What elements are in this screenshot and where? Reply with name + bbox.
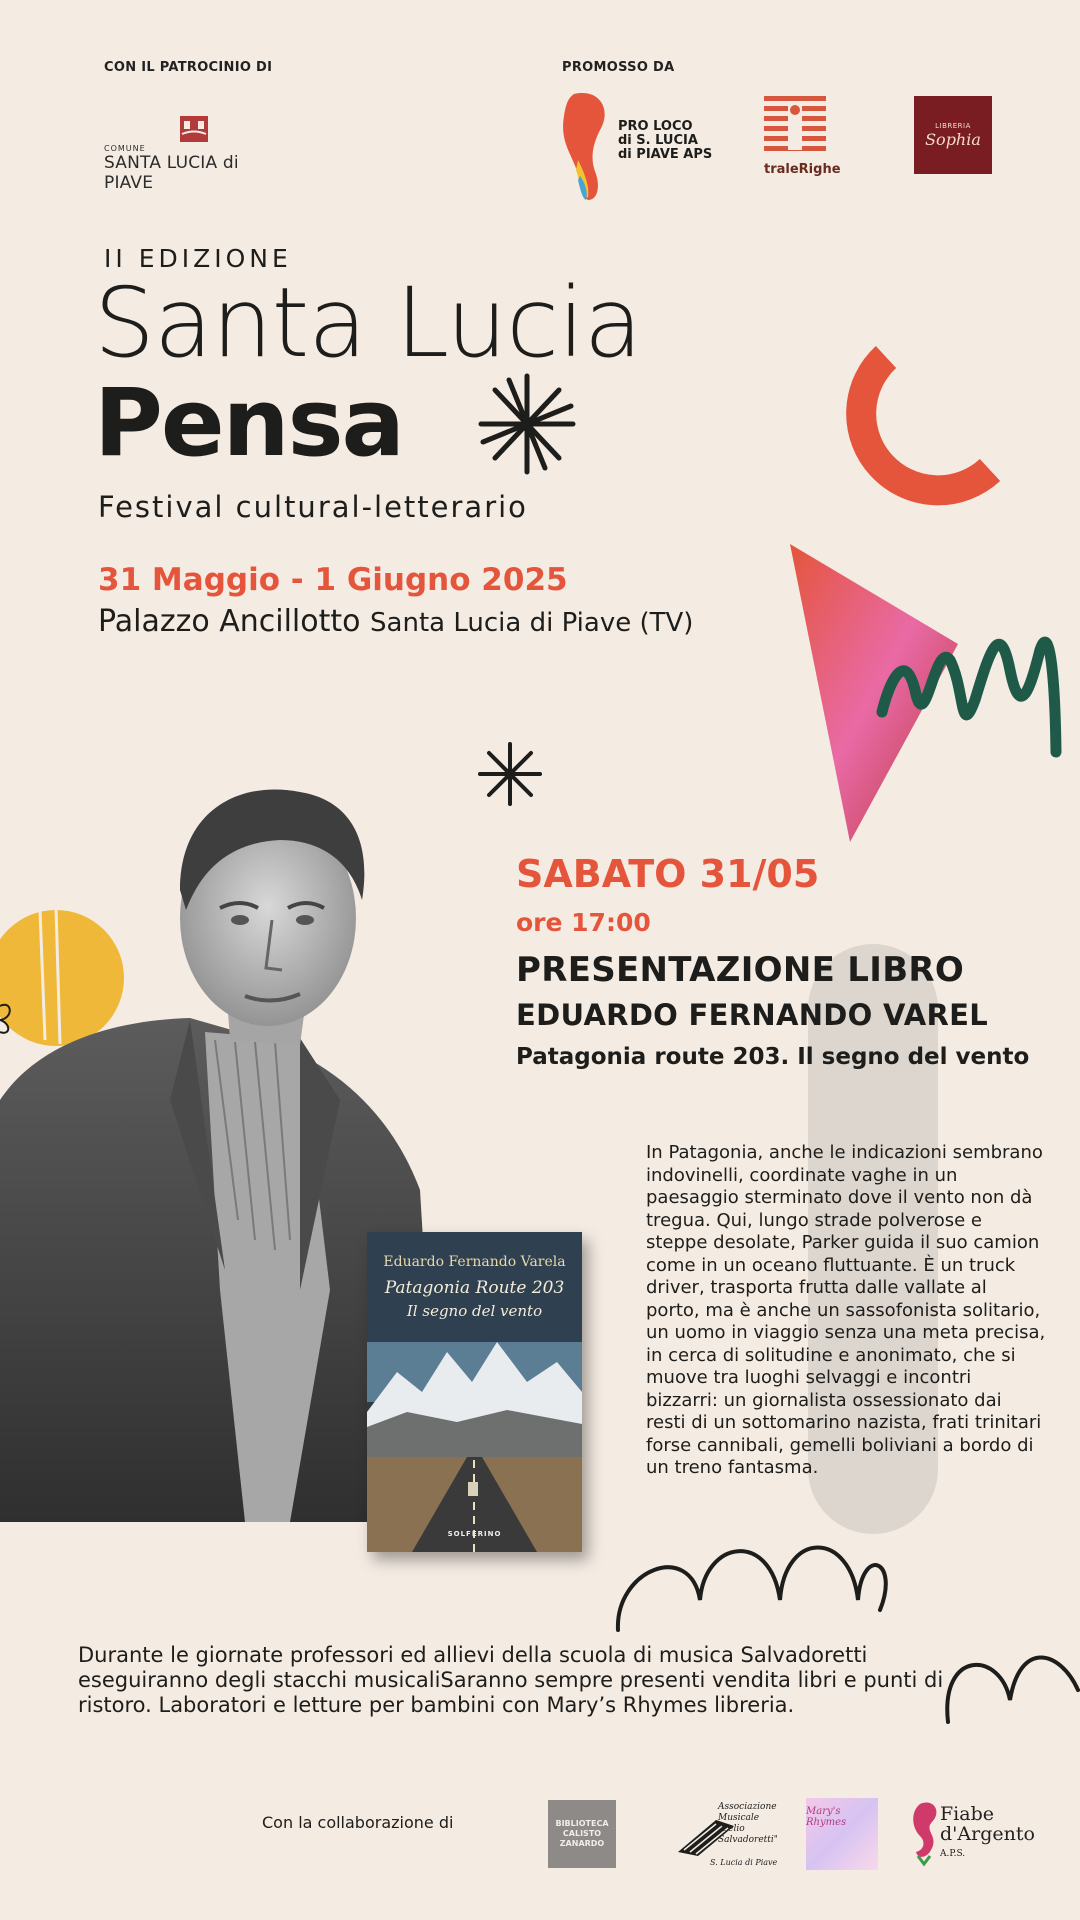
festival-title-line1: Santa Lucia <box>94 267 642 379</box>
book-cover-publisher: SOLFERINO <box>447 1530 502 1538</box>
marys-rhymes-logo: Mary's Rhymes <box>806 1798 878 1870</box>
venue-place: Santa Lucia di Piave (TV) <box>370 608 694 638</box>
edition-label: II EDIZIONE <box>104 244 292 273</box>
book-cover <box>367 1232 582 1552</box>
book-synopsis: In Patagonia, anche le indicazioni sembrano indovinelli, coordinate vaghe in un paesaggio sterminato dove il vento non dà tregua. Qui, lungo strade polverose e steppe desolate, Parker guida il suo camion come in un oceano fluttuante. È un truck driver, trasporta frutta dalle vallate al porto, ma è anche un sassofonista solitario, un uomo in viaggio senza una meta precisa, in cerca di solitudine e anonimato, che si muove tra luoghi selvaggi e incontri bizzarri: un giornalista ossessionato dai resti di un sottomarino nazista, frati trinitari forse cannibali, gemelli boliviani a bordo di un treno fantasma. <box>646 1142 1046 1478</box>
asterisk-small-icon <box>480 744 540 804</box>
festival-subtitle: Festival cultural-letterario <box>98 490 528 524</box>
tralerighe-logo <box>764 96 841 177</box>
associazione-line: Musicale <box>718 1813 760 1823</box>
event-day: SABATO 31/05 <box>516 852 820 896</box>
comune-small-label: COMUNE <box>104 144 146 153</box>
event-type: PRESENTAZIONE LIBRO <box>516 950 965 990</box>
event-time: ore 17:00 <box>516 908 651 937</box>
tralerighe-name: traleRighe <box>764 162 841 177</box>
fiabe-line: Fiabe <box>940 1803 994 1825</box>
fiabe-aps: A.P.S. <box>940 1849 966 1859</box>
arches-shape <box>618 1548 886 1631</box>
biblioteca-logo <box>548 1800 616 1868</box>
book-cover-subtitle: Il segno del vento <box>406 1302 543 1320</box>
associazione-line: "Lelio Salvadoretti" <box>718 1824 778 1845</box>
collab-label: Con la collaborazione di <box>262 1813 454 1832</box>
associazione-place: S. Lucia di Piave <box>710 1858 778 1867</box>
biblioteca-line: BIBLIOTECA <box>555 1819 609 1828</box>
venue-name: Palazzo Ancillotto <box>98 604 361 639</box>
fiabe-argento-logo <box>940 1804 1035 1864</box>
event-author: EDUARDO FERNANDO VAREL <box>516 998 989 1032</box>
sophia-small-label: LIBRERIA <box>935 121 971 130</box>
proloco-line: di PIAVE APS <box>618 147 713 162</box>
associazione-musicale-logo <box>676 1802 780 1870</box>
book-cover-author: Eduardo Fernando Varela <box>383 1254 566 1270</box>
sophia-logo <box>914 96 992 174</box>
comune-logo <box>104 116 284 193</box>
proloco-text <box>618 120 712 162</box>
orange-arc-shape <box>861 357 990 490</box>
proloco-line: PRO LOCO <box>618 119 693 134</box>
associazione-text <box>718 1802 780 1846</box>
tralerighe-stripes-icon <box>764 96 826 158</box>
proloco-logo <box>560 90 610 208</box>
event-book-title: Patagonia route 203. Il segno del vento <box>516 1044 1030 1070</box>
festival-dates: 31 Maggio - 1 Giugno 2025 <box>98 562 568 598</box>
festival-venue <box>98 604 693 639</box>
proloco-flame-icon <box>560 90 610 204</box>
promosso-label: PROMOSSO DA <box>562 60 675 75</box>
book-cover-title: Patagonia Route 203 <box>384 1278 565 1298</box>
associazione-line: Associazione <box>718 1802 777 1812</box>
footer-note: Durante le giornate professori ed allievi della scuola di musica Salvadoretti eseguiranno degli stacchi musicaliSaranno sempre presenti vendita libri e punti di ristoro. Laboratori e letture per bambini con Mary’s Rhymes libreria. <box>78 1643 944 1717</box>
comune-name: SANTA LUCIA di PIAVE <box>104 153 239 193</box>
fiabe-dragon-icon <box>910 1798 944 1868</box>
fiabe-line: d'Argento <box>940 1823 1035 1845</box>
biblioteca-line: CALISTO <box>562 1829 602 1838</box>
biblioteca-line: ZANARDO <box>559 1839 605 1848</box>
asterisk-large-icon <box>481 376 573 472</box>
patrocinio-label: CON IL PATROCINIO DI <box>104 60 273 75</box>
festival-title-line2: Pensa <box>94 369 403 478</box>
proloco-line: di S. LUCIA <box>618 133 698 148</box>
sophia-name: Sophia <box>925 129 981 149</box>
